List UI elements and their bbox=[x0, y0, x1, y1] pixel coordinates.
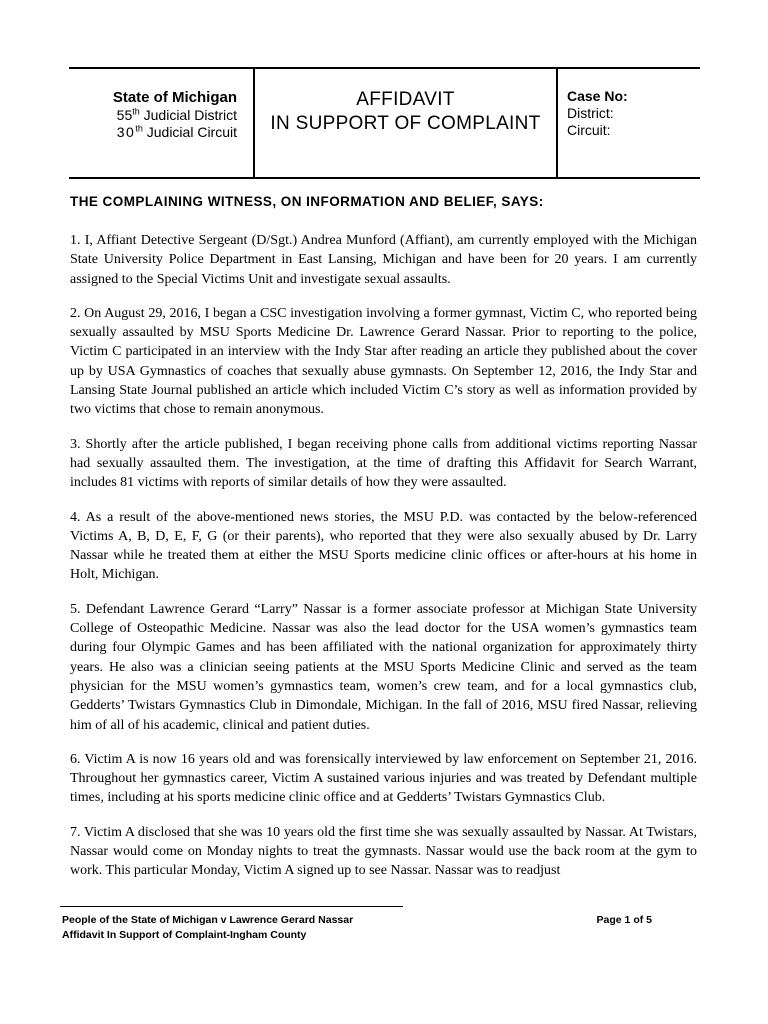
section-heading: THE COMPLAINING WITNESS, ON INFORMATION AND BELIEF, SAYS: bbox=[70, 194, 544, 209]
paragraph: 1. I, Affiant Detective Sergeant (D/Sgt.) Andrea Munford (Affiant), am currently employed with the Michigan State University Police Department in East Lansing, Michigan and have been for 20 years. I am currently assigned to the Special Victims Unit and investigate sexual assaults. bbox=[70, 233, 697, 287]
footer-case-title: People of the State of Michigan v Lawrence Gerard Nassar bbox=[62, 914, 354, 926]
jurisdiction-cell bbox=[69, 69, 255, 177]
page-number: Page 1 of 5 bbox=[596, 914, 652, 926]
district-line bbox=[69, 107, 237, 124]
footer-divider bbox=[60, 906, 403, 907]
paragraph: 6. Victim A is now 16 years old and was forensically interviewed by law enforcement on September 21, 2016. Throughout her gymnastics career, Victim A sustained various injuries and was treated by Defendant multiple times, including at his sports medicine clinic office and at Gedderts’ Twistars Gymnastics Club. bbox=[70, 751, 697, 806]
circuit-text: Judicial Circuit bbox=[142, 124, 237, 140]
page-footer bbox=[62, 913, 652, 943]
title-subtitle: IN SUPPORT OF COMPLAINT bbox=[270, 113, 541, 134]
paragraph: 7. Victim A disclosed that she was 10 years old the first time she was sexually assaulted by Nassar. At Twistars, Nassar would come on Monday nights to treat the gymnasts. Nassar would use the back room at the gym to work. This particular Monday, Victim A signed up to see Nassar. Nassar was to readjust bbox=[70, 824, 697, 879]
circuit-label: Circuit: bbox=[567, 122, 611, 138]
circuit-line bbox=[69, 124, 237, 141]
paragraph: 5. Defendant Lawrence Gerard “Larry” Nassar is a former associate professor at Michigan State University College of Osteopathic Medicine. Nassar was also the lead doctor for the USA women’s gymnastics team during four Olympic Games and has been affiliated with the national organization for approximately thirty years. He also was a clinician seeing patients at the MSU Sports Medicine Clinic and served as the team physician for the MSU women’s gymnastics team, women’s crew team, and for a local gymnastics club, Gedderts’ Twistars Gymnastics Club in Dimondale, Michigan. In the fall of 2016, MSU fired Nassar, relieving him of all of his academic, clinical and patient duties. bbox=[70, 601, 697, 733]
footer-document-title: Affidavit In Support of Complaint-Ingham County bbox=[62, 929, 307, 941]
paragraph: 2. On August 29, 2016, I began a CSC investigation involving a former gymnast, Victim C, who reported being sexually assaulted by MSU Sports Medicine Dr. Lawrence Gerard Nassar. Prior to reporting to the police, Victim C participated in an interview with the Indy Star after reading an article they published about the cover up by USA Gymnastics of coaches that sexually abuse gymnasts. On September 12, 2016, the Indy Star and Lansing State Journal published an article which included Victim C’s story as well as information provided by two victims that chose to remain anonymous. bbox=[70, 305, 697, 418]
district-text: Judicial District bbox=[139, 107, 237, 123]
case-info-cell bbox=[558, 69, 700, 177]
state-name: State of Michigan bbox=[112, 89, 237, 106]
district-ordinal: th bbox=[132, 106, 140, 117]
circuit-ordinal: th bbox=[135, 123, 143, 134]
district-label: District: bbox=[567, 105, 614, 121]
case-no-label: Case No: bbox=[567, 88, 628, 104]
document-title-cell bbox=[255, 69, 558, 177]
affidavit-body bbox=[70, 231, 697, 879]
case-header bbox=[69, 67, 700, 179]
district-number: 55 bbox=[116, 107, 133, 123]
paragraph: 3. Shortly after the article published, I began receiving phone calls from additional victims reporting Nassar had sexually assaulted them. The investigation, at the time of drafting this Affidavit for Search Warrant, includes 81 victims with reports of similar details of how they were assaulted. bbox=[70, 436, 697, 491]
title-affidavit: AFFIDAVIT bbox=[356, 89, 455, 110]
paragraph: 4. As a result of the above-mentioned news stories, the MSU P.D. was contacted by the below-referenced Victims A, B, D, E, F, G (or their parents), who reported that they were also sexually abused by Dr. Larry Nassar while he treated them at either the MSU Sports medicine clinic offices or after-hours at his home in Holt, Michigan. bbox=[70, 509, 697, 583]
circuit-number: 30 bbox=[116, 124, 136, 140]
